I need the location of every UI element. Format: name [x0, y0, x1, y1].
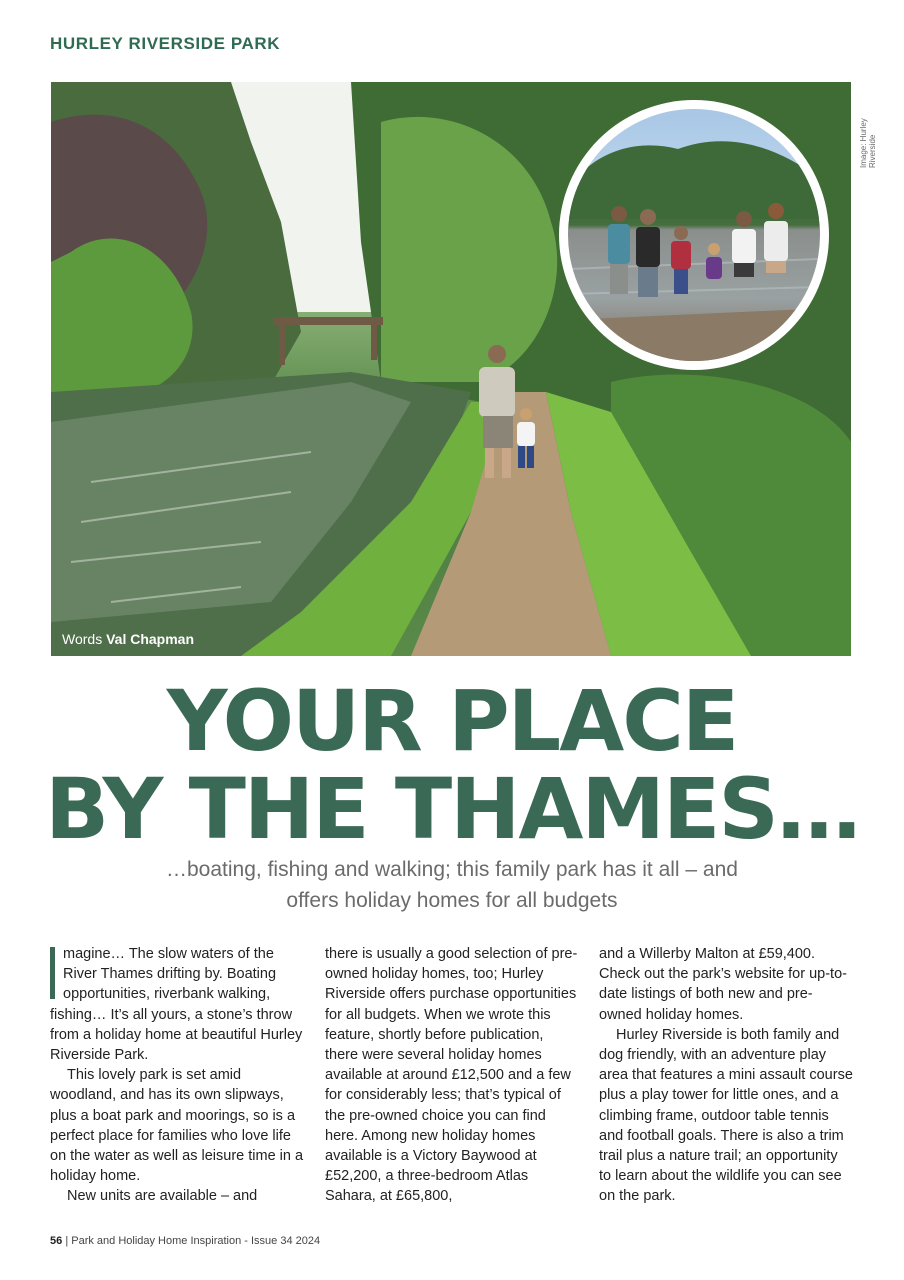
inset-photo-circle: [559, 100, 829, 370]
body-paragraph: This lovely park is set amid woodland, and has its own slipways, plus a boat park and moorings, so is a perfect place for families who love life on the water as well as leisure time in a holiday home.: [50, 1067, 304, 1185]
byline-prefix: Words: [62, 631, 103, 647]
headline-line-2: BY THE THAMES…: [45, 760, 859, 858]
standfirst-line-1: …boating, fishing and walking; this family park has it all – and: [166, 858, 738, 881]
byline-author: Val Chapman: [106, 631, 195, 647]
byline: [62, 631, 194, 647]
page-number: 56: [50, 1235, 63, 1247]
image-credit: Image: Hurley Riverside: [859, 118, 877, 168]
standfirst-line-2: offers holiday homes for all budgets: [286, 889, 618, 912]
body-column-1: [50, 944, 304, 1207]
body-paragraph: New units are available – and: [67, 1188, 258, 1205]
headline-line-1: YOUR PLACE: [166, 672, 738, 770]
section-label: HURLEY RIVERSIDE PARK: [50, 34, 281, 53]
page-footer: [50, 1235, 320, 1247]
body-paragraph: and a Willerby Malton at £59,400. Check out the park’s website for up-to-date listings of both new and pre-owned holiday homes.: [599, 946, 847, 1023]
body-paragraph: there is usually a good selection of pre-owned holiday homes, too; Hurley Riverside offers purchase opportunities for all budgets. When we wrote this feature, shortly before publication, there were several holiday homes available at around £12,500 and a few for considerably less; that’s typical of the pre-owned choice you can find here. Among new holiday homes available is a Victory Baywood at £52,200, a three-bedroom Atlas Sahara, at £65,800,: [325, 946, 578, 1205]
body-paragraph-text: magine… The slow waters of the River Thames drifting by. Boating opportunities, riverbank walking, fishing… It’s all yours, a stone’s throw from a holiday home at beautiful Hurley Riverside Park.: [50, 946, 303, 1064]
body-column-3: [599, 944, 853, 1207]
drop-cap: [50, 947, 55, 999]
footer-separator: |: [65, 1235, 69, 1247]
inset-photo: [568, 109, 820, 361]
footer-publication: Park and Holiday Home Inspiration - Issue 34 2024: [71, 1235, 321, 1247]
standfirst: [80, 854, 824, 916]
body-column-2: [325, 944, 579, 1207]
body-paragraph: [50, 944, 304, 1065]
body-paragraph: Hurley Riverside is both family and dog friendly, with an adventure play area that features a mini assault course plus a play tower for little ones, and a climbing frame, outdoor table tennis and football goals. There is also a trim trail plus a nature trail; an opportunity to learn about the wildlife you can see on the park.: [599, 1026, 853, 1205]
